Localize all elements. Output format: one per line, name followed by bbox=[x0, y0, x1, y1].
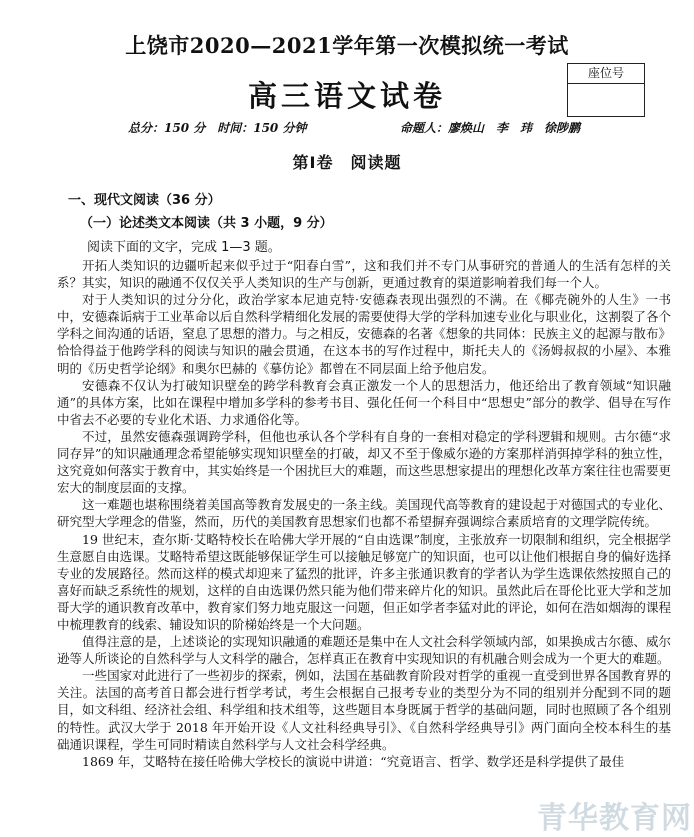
score-time-info: 总分：150 分 时间：150 分钟 bbox=[128, 121, 307, 135]
subject-title: 高三语文试卷 bbox=[247, 79, 446, 113]
seat-number-box bbox=[567, 63, 645, 117]
passage-paragraph: 开拓人类知识的边疆听起来似乎过于“阳春白雪”，这和我们并不专门从事研究的普通人的生活有怎样的关系？其实，知识的融通不仅仅关乎人类知识的生产与创新，更通过教育的渠道影响着我们每一个人。 bbox=[57, 258, 671, 291]
passage-paragraph: 安德森不仅认为打破知识壁垒的跨学科教育会真正激发一个人的思想活力，他还给出了教育领域“知识融通”的具体方案，比如在课程中增加多学科的参考书目、强化任何一个科目中“思想史”部分的教学、倡导在写作中省去不必要的专业化术语、力求通俗化等。 bbox=[57, 377, 671, 427]
site-watermark: 青华教育网 bbox=[537, 801, 692, 836]
passage-paragraph: 对于人类知识的过分分化，政治学家本尼迪克特·安德森表现出强烈的不满。在《椰壳碗外的人生》一书中，安德森诟病于工业革命以后自然科学精细化发展的需要使得大学的学科加速专业化与职业化，这割裂了各个学科之间沟通的话语，窒息了思想的潜力。与之相反，安德森的名著《想象的共同体：民族主义的起源与散布》恰恰得益于他跨学科的阅读与知识的融会贯通，在这本书的写作过程中，斯托夫人的《汤姆叔叔的小屋》、本雅明的《历史哲学论纲》和奥尔巴赫的《摹仿论》都曾在不同层面上给予他启发。 bbox=[57, 292, 671, 376]
reading-instruction: 阅读下面的文字，完成 1—3 题。 bbox=[87, 240, 281, 255]
subpart-heading: （一）论述类文本阅读（共 3 小题，9 分） bbox=[80, 216, 333, 231]
authors-info: 命题人：廖焕山 李 玮 徐陟鹏 bbox=[400, 121, 581, 135]
passage-paragraph: 这一难题也堪称围绕着美国高等教育发展史的一条主线。美国现代高等教育的建设起于对德国式的专业化、研究型大学理念的借鉴，然而，历代的美国教育思想家们也都不希望摒弃强调综合素质培育的文理学院传统。 bbox=[57, 497, 671, 530]
passage-paragraph: 不过，虽然安德森强调跨学科，但他也承认各个学科有自身的一套相对稳定的学科逻辑和规则。古尔德“求同存异”的知识融通理念希望能够实现知识壁垒的打破，却又不至于像威尔逊的方案那样消弭掉学科的独立性，这究竟如何落实于教育中，其实始终是一个困扰巨大的难题，而这些思想家提出的理想化改革方案往往也需要更宏大的制度层面的支撑。 bbox=[57, 428, 671, 496]
passage-paragraph: 一些国家对此进行了一些初步的探索，例如，法国在基础教育阶段对哲学的重视一直受到世界各国教育界的关注。法国的高考首日都会进行哲学考试，考生会根据自己报考专业的类型分为不同的组别并分配到不同的题目，如文科组、经济社会组、科学组和技术组等，这些题目本身既属于哲学的基础问题，同时也照顾了各个组别的特性。武汉大学于 2018 年开始开设《人文社科经典导引》、《自然科学经典导引》两门面向全校本科生的基础通识课程，学生可同时精读自然科学与人文社会科学经典。 bbox=[57, 668, 671, 752]
exam-meta-row bbox=[0, 119, 694, 137]
passage-paragraph: 值得注意的是，上述谈论的实现知识融通的难题还是集中在人文社会科学领域内部，如果换成古尔德、威尔逊等人所谈论的自然科学与人文科学的融合，怎样真正在教育中实现知识的有机融合则会成为一个更大的难题。 bbox=[57, 634, 671, 667]
passage-paragraph: 19 世纪末，查尔斯·艾略特校长在哈佛大学开展的“自由选课”制度，主张放弃一切限制和组织，完全根据学生意愿自由选课。艾略特希望这既能够保证学生可以接触足够宽广的知识面，也可以让他们根据自身的偏好选择专业的发展路径。然而这样的模式却迎来了猛烈的批评，许多主张通识教育的学者认为学生选课依然按照自己的喜好而缺乏系统性的规划，这样的自由选课仍然只能为他们带来碎片化的知识。虽然此后在哥伦比亚大学和芝加哥大学的通识教育改革中，教育家们努力地克服这一问题，但正如学者李猛对此的评论，如何在浩如烟海的课程中梳理教育的线索、辅设知识的阶梯始终是一个大问题。 bbox=[57, 531, 671, 632]
exam-title: 上饶市2020—2021学年第一次模拟统一考试 bbox=[125, 33, 569, 58]
reading-passage bbox=[57, 257, 671, 770]
passage-paragraph: 1869 年，艾略特在接任哈佛大学校长的演说中讲道：“究竟语言、哲学、数学还是科学提供了最佳 bbox=[82, 753, 625, 769]
section-title: 第Ⅰ卷 阅读题 bbox=[292, 153, 402, 172]
part-heading: 一、现代文阅读（36 分） bbox=[68, 193, 221, 208]
seat-number-label: 座位号 bbox=[568, 64, 644, 84]
